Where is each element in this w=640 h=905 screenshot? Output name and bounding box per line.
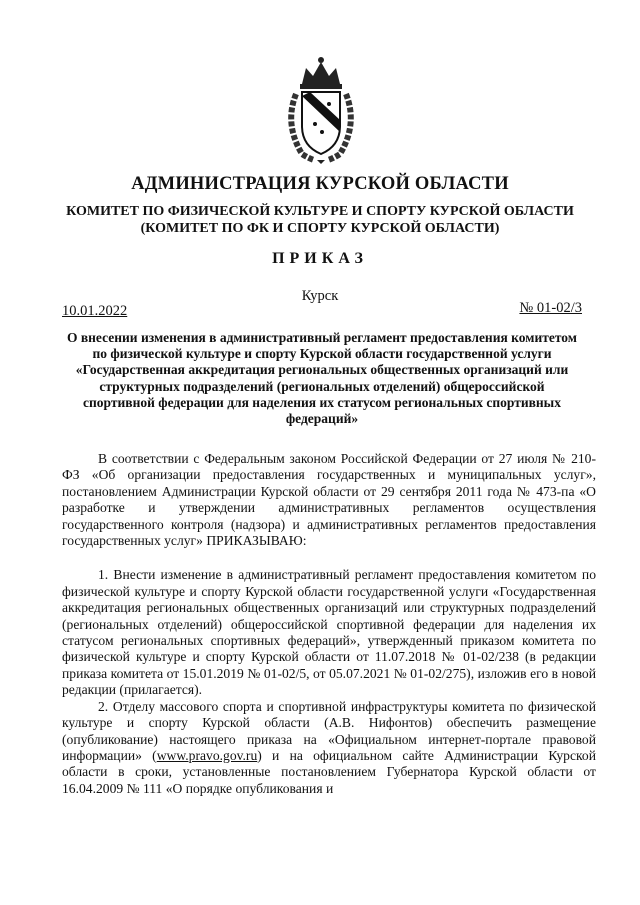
item-1-paragraph: 1. Внести изменение в административный регламент предоставления комитетом по физической культуре и спорту Курской области государственной услуги «Государственная аккредитация региональных общественных организаций или структурных подразделений (региональных отделений) общероссийской спортивной федерации для наделения их статусом региональных спортивных федераций», утвержденный приказом комитета по физической культуре и спорту Курской области от 11.07.2018 № 01-02/238 (в редакции приказа комитета от 15.01.2019 № 01-02/5, от 05.07.2021 № 01-02/275), изложив его в новой редакции (прилагается). bbox=[62, 567, 596, 698]
kursk-coat-of-arms-icon bbox=[282, 54, 360, 164]
document-body bbox=[62, 451, 596, 797]
item-2-text-end: ) и на официальном сайте Администрации Курской области в сроки, установленные постановлением Губернатора Курской области от 16.04.2009 № 111 «О порядке опубликования и bbox=[62, 747, 596, 796]
committee-line-2: (КОМИТЕТ ПО ФК И СПОРТУ КУРСКОЙ ОБЛАСТИ) bbox=[140, 221, 500, 236]
organization-title: АДМИНИСТРАЦИЯ КУРСКОЙ ОБЛАСТИ bbox=[131, 174, 509, 194]
pravo-gov-link[interactable]: www.pravo.gov.ru bbox=[156, 747, 258, 763]
preamble-paragraph: В соответствии с Федеральным законом Российской Федерации от 27 июля № 210-ФЗ «Об организации предоставления государственных и муниципальных услуг», постановлением Администрации Курской области от 29 сентября 2011 года № 473-па «О разработке и утверждении административных регламентов осуществления государственного контроля (надзора) и административных регламентов предоставления государственных услуг» ПРИКАЗЫВАЮ: bbox=[62, 451, 596, 549]
document-date: 10.01.2022 bbox=[62, 303, 128, 319]
document-type: ПРИКАЗ bbox=[272, 250, 368, 267]
item-2-text-start: 2. Отделу массового спорта и спортивной инфраструктуры комитета по физической культуре и спорту Курской области (А.В. Нифонтов) обеспечить размещение (опубликование) настоящего приказа на «Официальном интернет-портале правовой информации» ( bbox=[62, 698, 596, 763]
city: Курск bbox=[301, 288, 339, 304]
committee-title bbox=[0, 203, 640, 237]
item-2-paragraph bbox=[62, 699, 596, 797]
document-number: № 01-02/3 bbox=[519, 300, 582, 316]
document-subject: О внесении изменения в административный регламент предоставления комитетом по физической культуре и спорту Курской области государственной услуги «Государственная аккредитация региональных общественных организаций или структурных подразделений (региональных отделений) общероссийской спортивной федерации для наделения их статусом региональных спортивных федераций» bbox=[66, 330, 577, 427]
committee-line-1: КОМИТЕТ ПО ФИЗИЧЕСКОЙ КУЛЬТУРЕ И СПОРТУ КУРСКОЙ ОБЛАСТИ bbox=[66, 204, 574, 219]
